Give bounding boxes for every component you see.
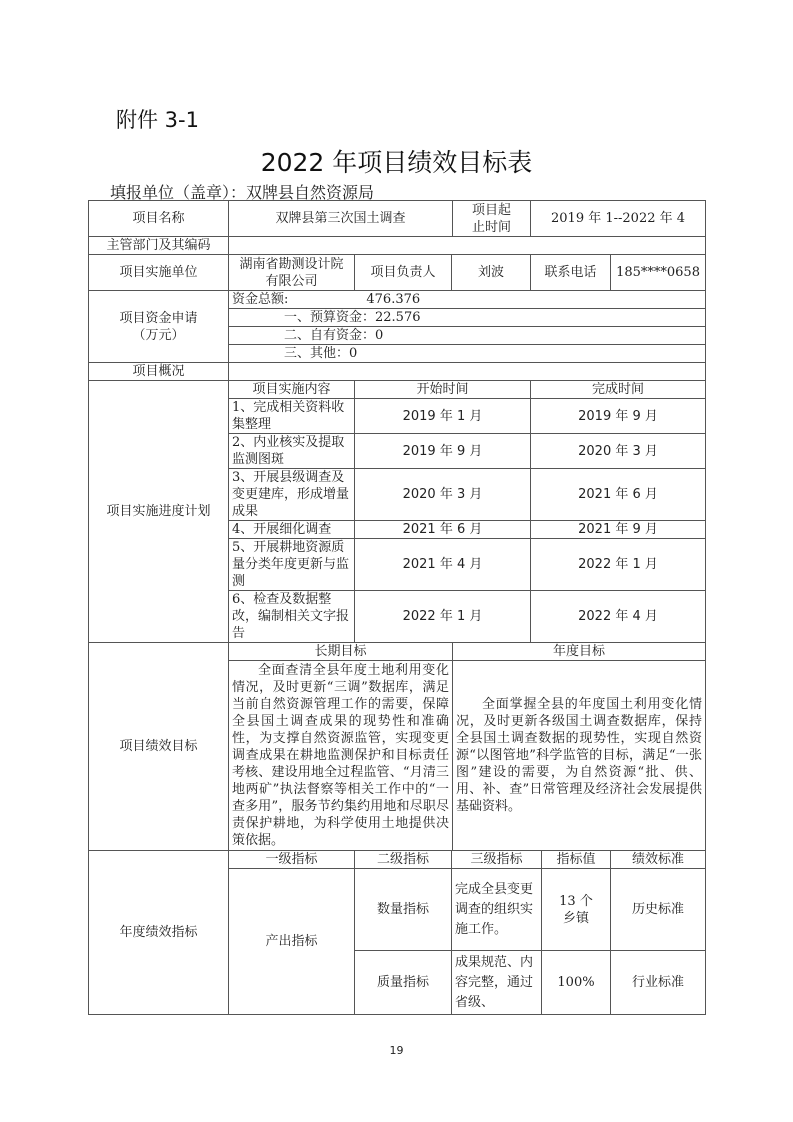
- leader-value: 刘波: [452, 255, 531, 291]
- department-label: 主管部门及其编码: [89, 237, 229, 255]
- page-title: 2022 年项目绩效目标表: [260, 148, 533, 177]
- schedule-start: 2021 年 6 月: [355, 521, 531, 539]
- schedule-header-start: 开始时间: [355, 381, 531, 399]
- long-term-goal: 全面查清全县年度土地利用变化情况，及时更新“三调”数据库，满足当前自然资源管理工作的需要，保障全县国土调查成果的现势性和准确性，为支撑自然资源监管，实现变更调查成果在耕地监测保护和目标责任考核、建设用地全过程监管、“月清三地两矿”执法督察等相关工作中的“一查多用”，服务节约集约用地和尽职尽责保护耕地，为科学使用土地提供决策依据。: [229, 661, 453, 851]
- indicator-header-value: 指标值: [542, 851, 611, 869]
- schedule-start: 2019 年 1 月: [355, 399, 531, 434]
- indicator-header-standard: 绩效标准: [611, 851, 706, 869]
- schedule-header-content: 项目实施内容: [229, 381, 355, 399]
- leader-label: 项目负责人: [355, 255, 452, 291]
- unit-value: [229, 255, 355, 291]
- schedule-label: 项目实施进度计划: [89, 381, 229, 643]
- schedule-content: 4、开展细化调查: [229, 521, 355, 539]
- indicator-header-level1: 一级指标: [229, 851, 355, 869]
- schedule-start: 2021 年 4 月: [355, 539, 531, 591]
- row-overview: [89, 363, 706, 381]
- schedule-end: 2019 年 9 月: [531, 399, 706, 434]
- funds-label-line1: 项目资金申请: [119, 310, 198, 326]
- schedule-content: 2、内业核实及提取监测图斑: [229, 434, 355, 469]
- indicators-label: 年度绩效指标: [89, 851, 229, 1015]
- schedule-content: 6、检查及数据整改，编制相关文字报告: [229, 591, 355, 643]
- indicator-value: 13 个乡镇: [542, 869, 611, 951]
- funds-total-value: 476.376: [366, 292, 421, 307]
- schedule-content: 3、开展县级调查及变更建库，形成增量成果: [229, 469, 355, 521]
- indicator-value: 100%: [542, 951, 611, 1015]
- filling-unit: 填报单位（盖章）：双牌县自然资源局: [110, 183, 375, 202]
- indicator-level3: 成果规范、内容完整，通过省级、: [452, 951, 542, 1015]
- row-indicator-header: [89, 851, 706, 869]
- row-funds-total: [89, 291, 706, 309]
- unit-value-line1: 湖南省勘测设计院: [239, 256, 344, 272]
- period-label-line2: 止时间: [471, 219, 511, 235]
- goals-label: 项目绩效目标: [89, 643, 229, 851]
- schedule-end: 2022 年 1 月: [531, 539, 706, 591]
- indicator-standard: 历史标准: [611, 869, 706, 951]
- indicator-level3: 完成全县变更调查的组织实施工作。: [452, 869, 542, 951]
- indicator-level2: 数量指标: [355, 869, 452, 951]
- funds-budget: 一、预算资金：22.576: [229, 309, 706, 327]
- indicator-header-level2: 二级指标: [355, 851, 452, 869]
- funds-total: [229, 291, 706, 309]
- overview-label: 项目概况: [89, 363, 229, 381]
- performance-table: [88, 200, 705, 1015]
- schedule-content: 1、完成相关资料收集整理: [229, 399, 355, 434]
- indicator-level2: 质量指标: [355, 951, 452, 1015]
- schedule-end: 2021 年 6 月: [531, 469, 706, 521]
- indicator-standard: 行业标准: [611, 951, 706, 1015]
- annual-header: 年度目标: [453, 643, 706, 661]
- row-implementing-unit: [89, 255, 706, 291]
- phone-label: 联系电话: [531, 255, 611, 291]
- schedule-header-end: 完成时间: [531, 381, 706, 399]
- funds-own: 二、自有资金：0: [229, 327, 706, 345]
- funds-label-line2: （万元）: [132, 327, 185, 343]
- overview-value: [229, 363, 706, 381]
- long-term-header: 长期目标: [229, 643, 453, 661]
- schedule-start: 2019 年 9 月: [355, 434, 531, 469]
- unit-label: 项目实施单位: [89, 255, 229, 291]
- department-value: [229, 237, 706, 255]
- row-project-name: [89, 201, 706, 237]
- schedule-start: 2022 年 1 月: [355, 591, 531, 643]
- project-name-label: 项目名称: [89, 201, 229, 237]
- page-number: 19: [389, 1044, 404, 1057]
- schedule-end: 2020 年 3 月: [531, 434, 706, 469]
- schedule-content: 5、开展耕地资源质量分类年度更新与监测: [229, 539, 355, 591]
- attachment-label: 附件 3-1: [116, 108, 199, 132]
- funds-label: [89, 291, 229, 363]
- annual-goal: 全面掌握全县的年度国土利用变化情况，及时更新各级国土调查数据库，保持全县国土调查数据的现势性，实现自然资源“以图管地”科学监管的目标，满足“一张图”建设的需要，为自然资源“批、供、用、补、查”日常管理及经济社会发展提供基础资料。: [453, 661, 706, 851]
- unit-value-line2: 有限公司: [265, 273, 318, 289]
- project-period-label: [453, 201, 531, 237]
- period-label-line1: 项目起: [471, 202, 511, 218]
- indicator-header-level3: 三级指标: [452, 851, 542, 869]
- schedule-start: 2020 年 3 月: [355, 469, 531, 521]
- project-name-value: 双牌县第三次国土调查: [229, 201, 453, 237]
- funds-total-label: 资金总额:: [232, 292, 289, 307]
- indicator-level1: 产出指标: [229, 869, 355, 1015]
- phone-value: 185****0658: [611, 255, 706, 291]
- row-goals-header: [89, 643, 706, 661]
- project-period-value: 2019 年 1--2022 年 4: [531, 201, 706, 237]
- schedule-end: 2022 年 4 月: [531, 591, 706, 643]
- row-schedule-header: [89, 381, 706, 399]
- funds-other: 三、其他：0: [229, 345, 706, 363]
- schedule-end: 2021 年 9 月: [531, 521, 706, 539]
- row-department: [89, 237, 706, 255]
